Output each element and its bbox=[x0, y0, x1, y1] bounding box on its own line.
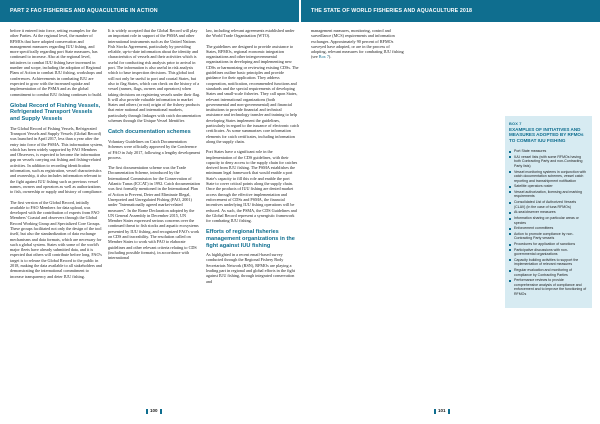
list-item: Vessel monitoring systems in conjunction with catch documentation schemes, vessel catch reporting and transshipment notification bbox=[509, 170, 588, 184]
list-item: Capacity building activities to support the implementation of relevant measures bbox=[509, 258, 588, 267]
list-item: Information sharing on particular areas or species bbox=[509, 216, 588, 225]
paragraph: As highlighted in a recent email-based survey conducted through the Regional Fishery Body Secretariats Network (RSN), RFMOs are playing a leading part in regional and global efforts in the fight against IUU fishing, through integrated conservation and bbox=[206, 252, 295, 284]
running-header-left: PART 2 FAO FISHERIES AND AQUACULTURE IN ACTION bbox=[0, 0, 299, 22]
list-item: Consolidated List of Authorized Vessels (CLAV) (in the case of tuna RFMOs) bbox=[509, 200, 588, 209]
paragraph-text: management measures, monitoring, control and surveillance (MCS) requirements and information exchanges. Approximately 90 percent of RFMOs surveyed have adopted, or are in the process of adopting, relevant measures for combating IUU fishing (see bbox=[311, 28, 404, 60]
paragraph: Port States have a significant role in the implementation of the CDS guidelines, with their capacity to deny access to the supply chain for catches derived from IUU fishing. The PSMA establishes the minimum legal framework that would enable a port State's capacity to fill this role and enable the port State to cover critical points along the supply chain. Once the products of IUU fishing are denied market access through the effective implementation and enforcement of CDSs and PSMA, the financial incentives underlying IUU fishing operations will be reduced. As such, the PSMA, the CDS Guidelines and the Global Record represent a synergistic framework for combating IUU fishing. bbox=[206, 149, 298, 224]
list-item: Satellite operators roster bbox=[509, 184, 588, 189]
paragraph: The first documentation scheme was the Trade Documentation Scheme, introduced by the International Commission for the Conservation of Atlantic Tunas (ICCAT) in 1992. Catch documentation was first formally mentioned in the International Plan of Action to Prevent, Deter and Eliminate Illegal, Unreported and Unregulated Fishing (FAO, 2001) under "Internationally agreed market-related measures". In the Rome Declaration adopted by the UN General Assembly in December 2015, UN Member States expressed serious concerns over the continued threat to fish stocks and aquatic ecosystems presented by IUU fishing, and recognized FAO's work on CDS and traceability. The resolution called on Member States to work with FAO to elaborate guidelines and other relevant criteria relating to CDS (including possible formats), in accordance with international bbox=[108, 165, 200, 261]
text-column-2 bbox=[108, 28, 201, 265]
text-column-3 bbox=[206, 28, 299, 289]
list-item: Action to promote compliance by non-Contracting Party vessels bbox=[509, 232, 588, 241]
list-item: At-sea/observer measures bbox=[509, 210, 588, 215]
page-number-bar bbox=[434, 409, 436, 414]
list-item: Performance reviews to provide comprehensive analysis of compliance and enforcement and to improve the functioning of RFMOs bbox=[509, 278, 588, 296]
paragraph: Voluntary Guidelines on Catch Documentation Schemes were officially approved by the Conference of FAO in July 2017, following a lengthy development process. bbox=[108, 138, 200, 160]
page-number-bar bbox=[160, 409, 162, 414]
text-column-1 bbox=[10, 28, 103, 284]
paragraph: before it entered into force, setting examples for the other Parties. At the regional level, the number of RFMOs that have adopted conservation and management measures regarding IUU fishing, and more specifically regarding port State measures, has continued to increase. Also at the regional level, initiatives to combat IUU fishing have increased in number and scope, including the adoption of Regional Plans of Action to combat IUU fishing, workshops and conferences. Achievements in combating IUU are expected to grow with the increased uptake and implementation of the PSMA and as the global commitment to combat IUU fishing continues to build. bbox=[10, 28, 103, 97]
page-number-right: 101 bbox=[438, 408, 446, 413]
paragraph: The guidelines are designed to provide assistance to States, RFMOs, regional economic integration organizations and other intergovernmental organizations in developing and implementing new CDSs or harmonizing or reviewing existing CDSs. The guidelines outline basic principles and provide guidance for their application. They address cooperation, notification, recommended functions and standards and the special requirements of developing States and small-scale fisheries. They call upon States, relevant international organizations (both governmental and non-governmental) and financial institutions to provide financial and technical assistance and technology transfer and training to help developing States implement the guidelines, particularly in regard to the issuance of electronic catch certificates. As some summarizes core information elements for catch certificates, including information along the supply chain. bbox=[206, 43, 299, 144]
section-heading-rfmo-efforts: Efforts of regional fisheries management organizations in the fight against IUU fishing bbox=[206, 229, 295, 249]
box-title: EXAMPLES OF INITIATIVES AND MEASURES ADOPTED BY RFMOs TO COMBAT IUU FISHING bbox=[509, 127, 584, 143]
page-number-bar bbox=[448, 409, 450, 414]
section-heading-global-record: Global Record of Fishing Vessels, Refrigerated Transport Vessels and Supply Vessels bbox=[10, 102, 101, 123]
box-label: BOX 7 bbox=[509, 121, 522, 126]
list-item: Regular evaluation and monitoring of compliance by Contracting Parties bbox=[509, 268, 588, 277]
running-header-right: THE STATE OF WORLD FISHERIES AND AQUACULTURE 2018 bbox=[301, 0, 600, 22]
list-item: Procedures for application of sanctions bbox=[509, 242, 588, 247]
list-item: Port State measures bbox=[509, 149, 588, 154]
section-heading-catch-documentation: Catch documentation schemes bbox=[108, 129, 191, 136]
paragraph: The Global Record of Fishing Vessels, Refrigerated Transport Vessels and Supply Vessels (Global Record) was launched in April 2017, less than a year after the entry into force of the PSMA. This information system, which has been widely supported by FAO Members and Observers, is expected to become the information gap on vessels carrying out fishing and fishing-related activities. In addition to recording identification information, such as registration, vessel characteristics and ownership, it also includes information relevant to the fight against IUU fishing such as previous vessel names, owners and operators as well as authorizations to fish, ownership or supply and history of compliance. bbox=[10, 125, 103, 195]
list-item: Enforcement committees bbox=[509, 226, 588, 231]
page-number-left: 100 bbox=[150, 408, 158, 413]
list-item: IUU vessel lists (with some RFMOs having both Contracting Party and non-Contracting Party lists) bbox=[509, 155, 588, 169]
text-column-4 bbox=[311, 28, 404, 65]
paragraph: It is widely accepted that the Global Record will play an important role in support of the PSMA and other international instruments such as the United Nations Fish Stocks Agreement, particularly by providing reliable, up-to-date information about the identity and characteristics of vessels and their activities which is useful for conducting risk analysis prior to arrival in port. The information is also useful in risk analysis which to base inspection decisions. This global tool will not only be useful to port and coastal States, but also to flag States, which can check on the history of a vessel (names, flags, owners and operators) when taking decisions on registering vessels under their flag. It will also provide valuable information to market States and others (or not) origin of the fishery products that enter national and international markets, particularly through linkages with catch documentation schemes through the Unique Vessel Identifier. bbox=[108, 28, 201, 124]
paragraph-end: ). bbox=[328, 54, 332, 60]
paragraph: The first version of the Global Record, initially available to FAO Members for data upload, was developed with the contribution of experts from FAO Members' Coastal and observers through the Global Record Working Group and Specialized Core Groups. These groups facilitated not only the design of the tool itself, but also the standardization of data exchange mechanisms and data formats, which are necessary for such a global system. States with some of the world's major fleets have already submitted data, and it is expected that others will contribute before long. FAO's target is to release the Global Record to the public in 2018, making the data available to all stakeholders and demonstrating the international commitment to increase transparency and deter IUU fishing. bbox=[10, 199, 102, 279]
page-number-bar bbox=[146, 409, 148, 414]
paragraph: law, including relevant agreements established under the World Trade Organization (WTO). bbox=[206, 28, 295, 39]
box-7-link[interactable]: Box 7 bbox=[318, 54, 329, 60]
paragraph bbox=[311, 28, 404, 60]
list-item: Participative discussions with non-governmental organizations bbox=[509, 248, 588, 257]
box-7 bbox=[505, 116, 592, 308]
box-list bbox=[509, 149, 588, 296]
list-item: Vessel authorization, licensing and marking requirements bbox=[509, 190, 588, 199]
